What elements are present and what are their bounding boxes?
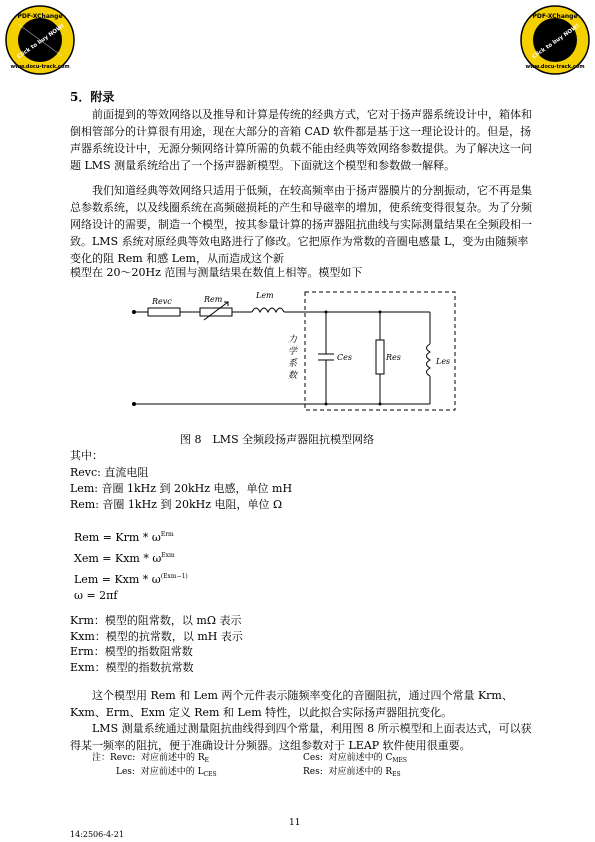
paragraph-3: 这个模型用 Rem 和 Lem 两个元件表示随频率变化的音圈阻抗，通过四个常量 Krm、Kxm、Erm、Exm 定义 Rem 和 Lem 特性，以此拟合实际扬声器阻抗变化。 <box>70 689 513 719</box>
def-rem: Rem: 音圈 1kHz 到 20kHz 电阻，单位 Ω <box>70 498 283 511</box>
stamp-bottom-text: www.docu-track.com <box>525 64 585 70</box>
def-lem: Lem: 音圈 1kHz 到 20kHz 电感，单位 mH <box>70 482 293 495</box>
label-res: Res <box>386 353 401 362</box>
paragraph-4: LMS 测量系统通过测量阻抗曲线得到四个常量，利用图 8 所示模型和上面表达式，可以获得某一频率的阻抗，便于准确设计分频器。这组参数对于 LEAP 软件使用很重要。 <box>70 722 532 752</box>
label-rem: Rem <box>204 295 223 304</box>
stamp-mid-text: Click to buy NOW! <box>16 23 66 61</box>
formula-rem: Rem = Krm * $\omega^{Erm}$ <box>74 531 174 544</box>
label-mech-2: 学 <box>288 347 298 357</box>
const-exm: Exm：模型的指数抗常数 <box>70 661 194 674</box>
note-ces: Ces: 对应前述中的 $C_{MES}$ <box>303 753 407 764</box>
revc-resistor <box>148 308 180 316</box>
rem-resistor <box>200 308 232 316</box>
stamp-bottom-text: www.docu-track.com <box>10 64 70 70</box>
const-erm: Erm：模型的指数阻常数 <box>70 645 193 658</box>
paragraph-1: 前面提到的等效网络以及推导和计算是传统的经典方式，它对于扬声器系统设计中，箱体和倒相管部分的计算很有用途，现在大部分的音箱 CAD 软件都是基于这一理论设计的。但是，扬声器系统设计中，无源分频网络计算所需的负载不能由经典等效网络参数提供。为了解决这一问题 LMS 测量系统给出了一个扬声器新模型。下面就这个模型和参数做一解释。 <box>70 108 532 172</box>
speaker-model-circuit <box>130 288 460 413</box>
label-mech-3: 系 <box>288 359 298 369</box>
formula-omega: ω = 2πf <box>74 589 118 602</box>
les-inductor <box>427 344 431 376</box>
paragraph-2: 我们知道经典等效网络只适用于低频，在较高频率由于扬声器膜片的分割振动，它不再是集总参数系统，以及线圈系统在高频磁损耗的产生和导磁率的增加，使系统变得很复杂。为了分频网络设计的需要，制造一个模型，按其参量计算的扬声器阻抗曲线与实际测量结果在全频段相一致。LMS 系统对原经典等效电路进行了修改。它把原作为常数的音圈电感量 L，变为由随频率变化的阻 Rem 和感 Lem，从而造成这个新 <box>70 184 532 265</box>
formula-lem: Lem = Kxm * $\omega^{(Exm-1)}$ <box>74 573 188 586</box>
section-title: 5．附录 <box>70 90 115 104</box>
stamp-top-text: PDF-XChange <box>532 13 578 20</box>
page-number: 11 <box>289 818 301 828</box>
formula-xem: Xem = Kxm * $\omega^{Exm}$ <box>74 552 175 565</box>
const-krm: Krm：模型的阻常数，以 mΩ 表示 <box>70 614 242 627</box>
note-block: 注：Revc: 对应前述中的 $R_E$ <box>92 753 210 764</box>
label-mech-4: 数 <box>288 371 298 381</box>
figure-caption: 图 8 LMS 全频段扬声器阻抗模型网络 <box>180 433 375 446</box>
footer-date: 14:2506-4-21 <box>70 830 124 839</box>
res-resistor <box>376 340 384 374</box>
label-mech-1: 力 <box>288 335 298 345</box>
where-label: 其中： <box>70 449 103 462</box>
lem-inductor <box>252 308 284 312</box>
def-revc: Revc: 直流电阻 <box>70 466 149 479</box>
note-res: Res: 对应前述中的 $R_{ES}$ <box>303 767 401 778</box>
label-lem: Lem <box>256 291 274 300</box>
label-les: Les <box>436 357 451 366</box>
pdf-xchange-stamp-left[interactable] <box>4 4 76 76</box>
stamp-top-text: PDF-XChange <box>17 13 63 20</box>
label-ces: Ces <box>337 353 352 362</box>
pdf-xchange-stamp-right[interactable] <box>519 4 591 76</box>
paragraph-2-last-line: 模型在 20～20Hz 范围与测量结果在数值上相等。模型如下 <box>70 266 363 279</box>
stamp-mid-text: Click to buy NOW! <box>531 23 581 61</box>
label-revc: Revc <box>152 297 172 306</box>
const-kxm: Kxm：模型的抗常数，以 mH 表示 <box>70 630 243 643</box>
note-les: Les: 对应前述中的 $L_{CES}$ <box>116 767 217 778</box>
